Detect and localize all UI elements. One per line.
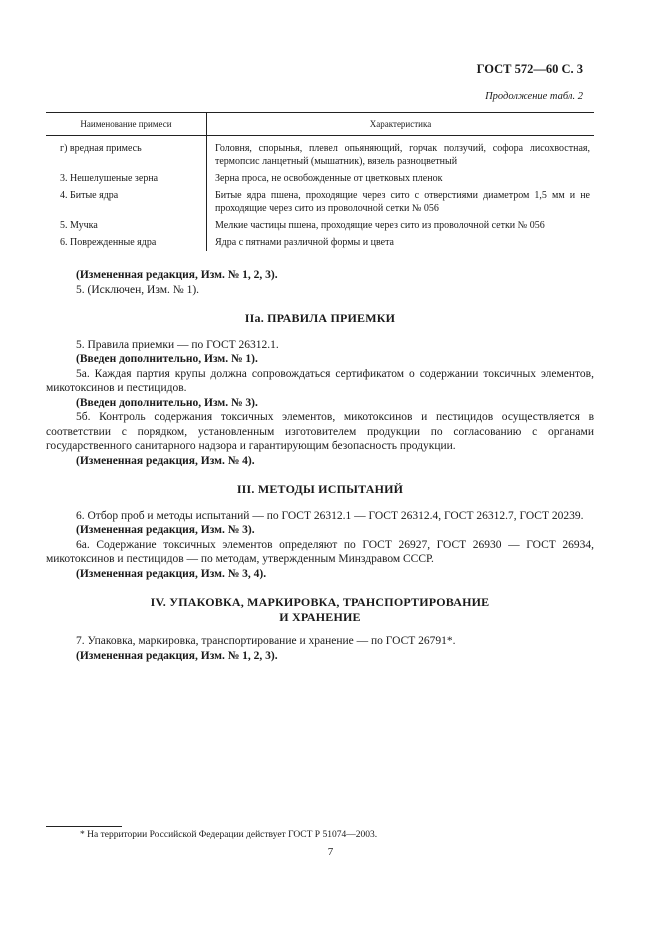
document-body [46,268,594,663]
amendment-note: (Измененная редакция, Изм. № 1, 2, 3). [76,269,278,281]
clause-7: 7. Упаковка, маркировка, транспортирование и хранение — по ГОСТ 26791*. [76,635,456,647]
impurity-name: 6. Поврежденные ядра [46,234,207,251]
clause-6a: 6а. Содержание токсичных элементов определяют по ГОСТ 26927, ГОСТ 26930 — ГОСТ 26934, микотоксинов и пестицидов — по методам, утвержденным Минздравом СССР. [46,538,594,565]
impurity-description: Зерна проса, не освобожденные от цветковых пленок [215,173,443,184]
impurity-description: Головня, спорынья, плевел опьяняющий, горчак ползучий, софора лисохвостная, термопсис ланцетный (мышатник), вязель разноцветный [215,143,590,167]
clause-6: 6. Отбор проб и методы испытаний — по ГОСТ 26312.1 — ГОСТ 26312.4, ГОСТ 26312.7, ГОСТ 20239. [76,509,584,522]
table-row [46,217,594,234]
page-header: ГОСТ 572—60 С. 3 [476,62,583,76]
clause-5b: 5б. Контроль содержания токсичных элементов, микотоксинов и пестицидов осуществляется в соответствии с порядком, установленным изготовителем продукции по согласованию с органами государственного санитарного надзора и гарантирующим безопасность продукции. [46,411,594,452]
table-continuation-label: Продолжение табл. 2 [485,91,583,102]
table-row [46,234,594,251]
impurity-description: Битые ядра пшена, проходящие через сито с отверстиями диаметром 1,5 мм и не проходящие через сито из проволочной сетки № 056 [215,190,590,214]
footnote: * На территории Российской Федерации действует ГОСТ Р 51074—2003. [80,830,378,840]
table-row [46,170,594,187]
impurity-table [46,112,594,251]
section-heading-packaging-line1: IV. УПАКОВКА, МАРКИРОВКА, ТРАНСПОРТИРОВАНИЕ [150,595,490,609]
impurity-name: г) вредная примесь [46,136,207,171]
section-heading-acceptance: IIa. ПРАВИЛА ПРИЕМКИ [244,311,396,325]
column-header-description: Характеристика [207,113,595,136]
amendment-note: (Измененная редакция, Изм. № 4). [76,454,255,467]
impurity-description: Мелкие частицы пшена, проходящие через сито из проволочной сетки № 056 [215,220,545,231]
table-header-row [46,113,594,136]
impurity-name: 3. Нешелушеные зерна [46,170,207,187]
clause-5a: 5а. Каждая партия крупы должна сопровождаться сертификатом о содержании токсичных элементов, микотоксинов и пестицидов. [46,367,594,394]
table-row [46,187,594,217]
clause-5-excluded: 5. (Исключен, Изм. № 1). [76,283,200,296]
amendment-note: (Введен дополнительно, Изм. № 3). [76,396,258,409]
amendment-note: (Измененная редакция, Изм. № 1, 2, 3). [76,649,278,662]
clause-5-rules: 5. Правила приемки — по ГОСТ 26312.1. [76,338,279,351]
column-header-name: Наименование примеси [46,113,207,136]
amendment-note: (Измененная редакция, Изм. № 3). [76,524,255,536]
amendment-note: (Введен дополнительно, Изм. № 1). [76,353,258,365]
footnote-rule [46,826,122,827]
amendment-note: (Измененная редакция, Изм. № 3, 4). [76,567,267,580]
section-heading-test-methods: III. МЕТОДЫ ИСПЫТАНИЙ [236,482,404,496]
impurity-name: 4. Битые ядра [46,187,207,217]
impurity-description: Ядра с пятнами различной формы и цвета [215,237,394,248]
section-heading-packaging [46,595,594,624]
section-heading-packaging-line2: И ХРАНЕНИЕ [279,609,361,624]
table-row [46,136,594,171]
page-number: 7 [327,846,334,858]
impurity-name: 5. Мучка [46,217,207,234]
